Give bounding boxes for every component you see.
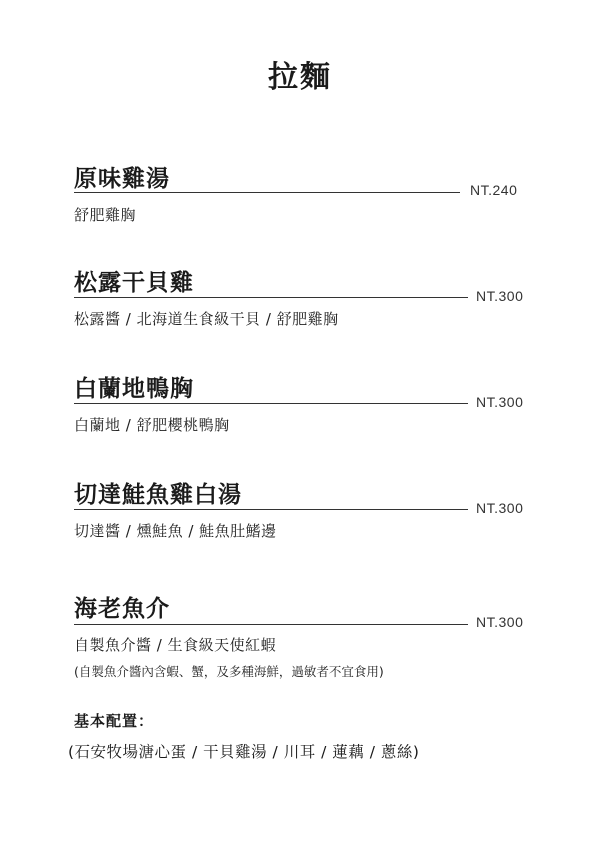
item-price: NT.240 [470, 182, 518, 198]
allergy-note: (自製魚介醬內含蝦、蟹，及多種海鮮，過敏者不宜食用) [74, 664, 384, 679]
item-name: 海老魚介 [74, 596, 170, 622]
base-config-title: 基本配置： [74, 712, 155, 730]
item-description: 舒肥雞胸 [74, 206, 137, 224]
item-name: 切達鮭魚雞白湯 [74, 482, 242, 508]
item-divider [74, 509, 468, 510]
menu-item-original-chicken [74, 164, 534, 225]
item-divider [74, 403, 468, 404]
item-description: 切達醬 / 燻鮭魚 / 鮭魚肚鰭邊 [74, 522, 277, 540]
item-price: NT.300 [476, 288, 524, 304]
item-price: NT.300 [476, 500, 524, 516]
item-description: 自製魚介醬 / 生食級天使紅蝦 [74, 636, 277, 654]
item-price: NT.300 [476, 394, 524, 410]
item-divider [74, 624, 468, 625]
item-name: 松露干貝雞 [74, 270, 194, 296]
item-divider [74, 192, 460, 193]
item-description: 白蘭地 / 舒肥櫻桃鴨胸 [74, 416, 230, 434]
item-name: 白蘭地鴨胸 [74, 376, 194, 402]
menu-item-brandy-duck [74, 374, 534, 435]
base-config-description: (石安牧場溏心蛋 / 干貝雞湯 / 川耳 / 蓮藕 / 蔥絲) [68, 743, 420, 761]
menu-item-ebi-gyokai [74, 594, 534, 680]
page-title: 拉麵 [268, 60, 332, 95]
menu-item-truffle-scallop [74, 268, 534, 329]
item-price: NT.300 [476, 614, 524, 630]
item-description: 松露醬 / 北海道生食級干貝 / 舒肥雞胸 [74, 310, 339, 328]
item-divider [74, 297, 468, 298]
menu-item-cheddar-salmon [74, 480, 534, 541]
item-name: 原味雞湯 [74, 166, 170, 192]
